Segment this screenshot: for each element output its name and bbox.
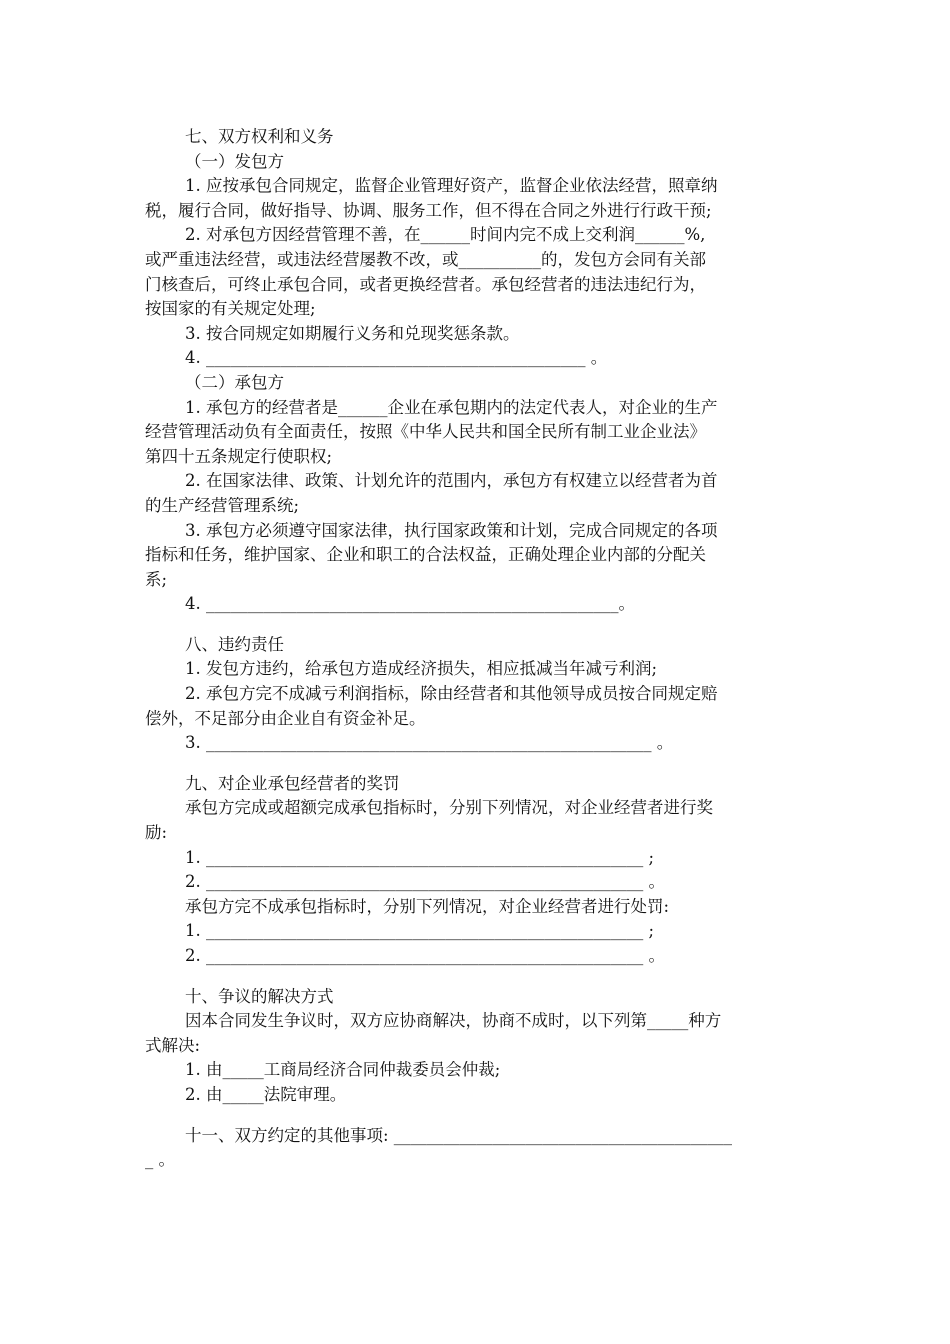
- reward-item-1: 1. _____________________________________________________ ;: [185, 847, 655, 867]
- dispute-option-1: 1. 由_____工商局经济合同仲裁委员会仲裁;: [185, 1060, 501, 1080]
- clause-7-1-2: 2. 对承包方因经营管理不善，在______时间内完不成上交利润______%,: [185, 225, 706, 245]
- clause-7-2-2-cont: 的生产经营管理系统;: [145, 495, 300, 515]
- clause-7-2-3-cont-2: 系;: [145, 569, 168, 589]
- section-7-subheading-issuer: （一）发包方: [185, 151, 284, 171]
- clause-7-1-1: 1. 应按承包合同规定，监督企业管理好资产，监督企业依法经营，照章纳: [185, 176, 718, 196]
- clause-7-1-1-cont: 税，履行合同，做好指导、协调、服务工作，但不得在合同之外进行行政干预;: [145, 200, 712, 220]
- section-7-subheading-contractor: （二）承包方: [185, 372, 284, 392]
- clause-7-1-2-cont-1: 或严重违法经营，或违法经营屡教不改，或__________的，发包方会同有关部: [145, 249, 706, 269]
- reward-item-2: 2. _____________________________________________________ 。: [185, 872, 665, 892]
- section-spacer: [145, 756, 810, 772]
- section-7-heading: 七、双方权利和义务: [185, 127, 334, 146]
- document-body: [145, 125, 810, 1173]
- section-8-heading: 八、违约责任: [185, 634, 284, 654]
- clause-7-2-1: 1. 承包方的经营者是______企业在承包期内的法定代表人，对企业的生产: [185, 397, 718, 417]
- reward-intro: 承包方完成或超额完成承包指标时，分别下列情况，对企业经营者进行奖: [185, 798, 713, 818]
- dispute-option-2: 2. 由_____法院审理。: [185, 1084, 347, 1104]
- clause-8-3: 3. ______________________________________________________ 。: [185, 733, 674, 753]
- penalty-item-2: 2. _____________________________________________________ 。: [185, 946, 665, 965]
- clause-7-2-3-cont-1: 指标和任务，维护国家、企业和职工的合法权益，正确处理企业内部的分配关: [145, 545, 706, 565]
- clause-7-2-1-cont-2: 第四十五条规定行使职权;: [145, 446, 333, 466]
- section-spacer: [145, 969, 810, 985]
- clause-7-1-4: 4. ______________________________________________ 。: [185, 348, 608, 368]
- section-10-heading: 十、争议的解决方式: [185, 986, 334, 1006]
- penalty-item-1: 1. _____________________________________________________ ;: [185, 921, 655, 941]
- clause-7-1-2-cont-3: 按国家的有关规定处理;: [145, 299, 316, 319]
- clause-8-2: 2. 承包方完不成减亏利润指标，除由经营者和其他领导成员按合同规定赔: [185, 684, 718, 704]
- section-9-heading: 九、对企业承包经营者的奖罚: [185, 773, 400, 793]
- dispute-intro: 因本合同发生争议时，双方应协商解决，协商不成时，以下列第_____种方: [185, 1011, 722, 1031]
- section-11-heading: 十一、双方约定的其他事项: _________________________________________: [185, 1125, 733, 1145]
- clause-7-2-3: 3. 承包方必须遵守国家法律，执行国家政策和计划，完成合同规定的各项: [185, 520, 718, 540]
- clause-7-2-2: 2. 在国家法律、政策、计划允许的范围内，承包方有权建立以经营者为首: [185, 471, 718, 491]
- section-spacer: [145, 617, 810, 633]
- clause-8-1: 1. 发包方违约，给承包方造成经济损失，相应抵减当年减亏利润;: [185, 659, 658, 679]
- dispute-intro-cont: 式解决:: [145, 1035, 201, 1055]
- clause-8-2-cont: 偿外，不足部分由企业自有资金补足。: [145, 708, 426, 728]
- section-spacer: [145, 1108, 810, 1124]
- section-11-cont: _ 。: [145, 1150, 175, 1170]
- reward-intro-cont: 励:: [145, 823, 168, 843]
- clause-7-2-4: 4. __________________________________________________。: [185, 594, 635, 614]
- clause-7-1-2-cont-2: 门核查后，可终止承包合同，或者更换经营者。承包经营者的违法违纪行为，: [145, 274, 706, 294]
- clause-7-2-1-cont-1: 经营管理活动负有全面责任，按照《中华人民共和国全民所有制工业企业法》: [145, 422, 706, 442]
- penalty-intro: 承包方完不成承包指标时，分别下列情况，对企业经营者进行处罚:: [185, 896, 670, 916]
- clause-7-1-3: 3. 按合同规定如期履行义务和兑现奖惩条款。: [185, 323, 520, 343]
